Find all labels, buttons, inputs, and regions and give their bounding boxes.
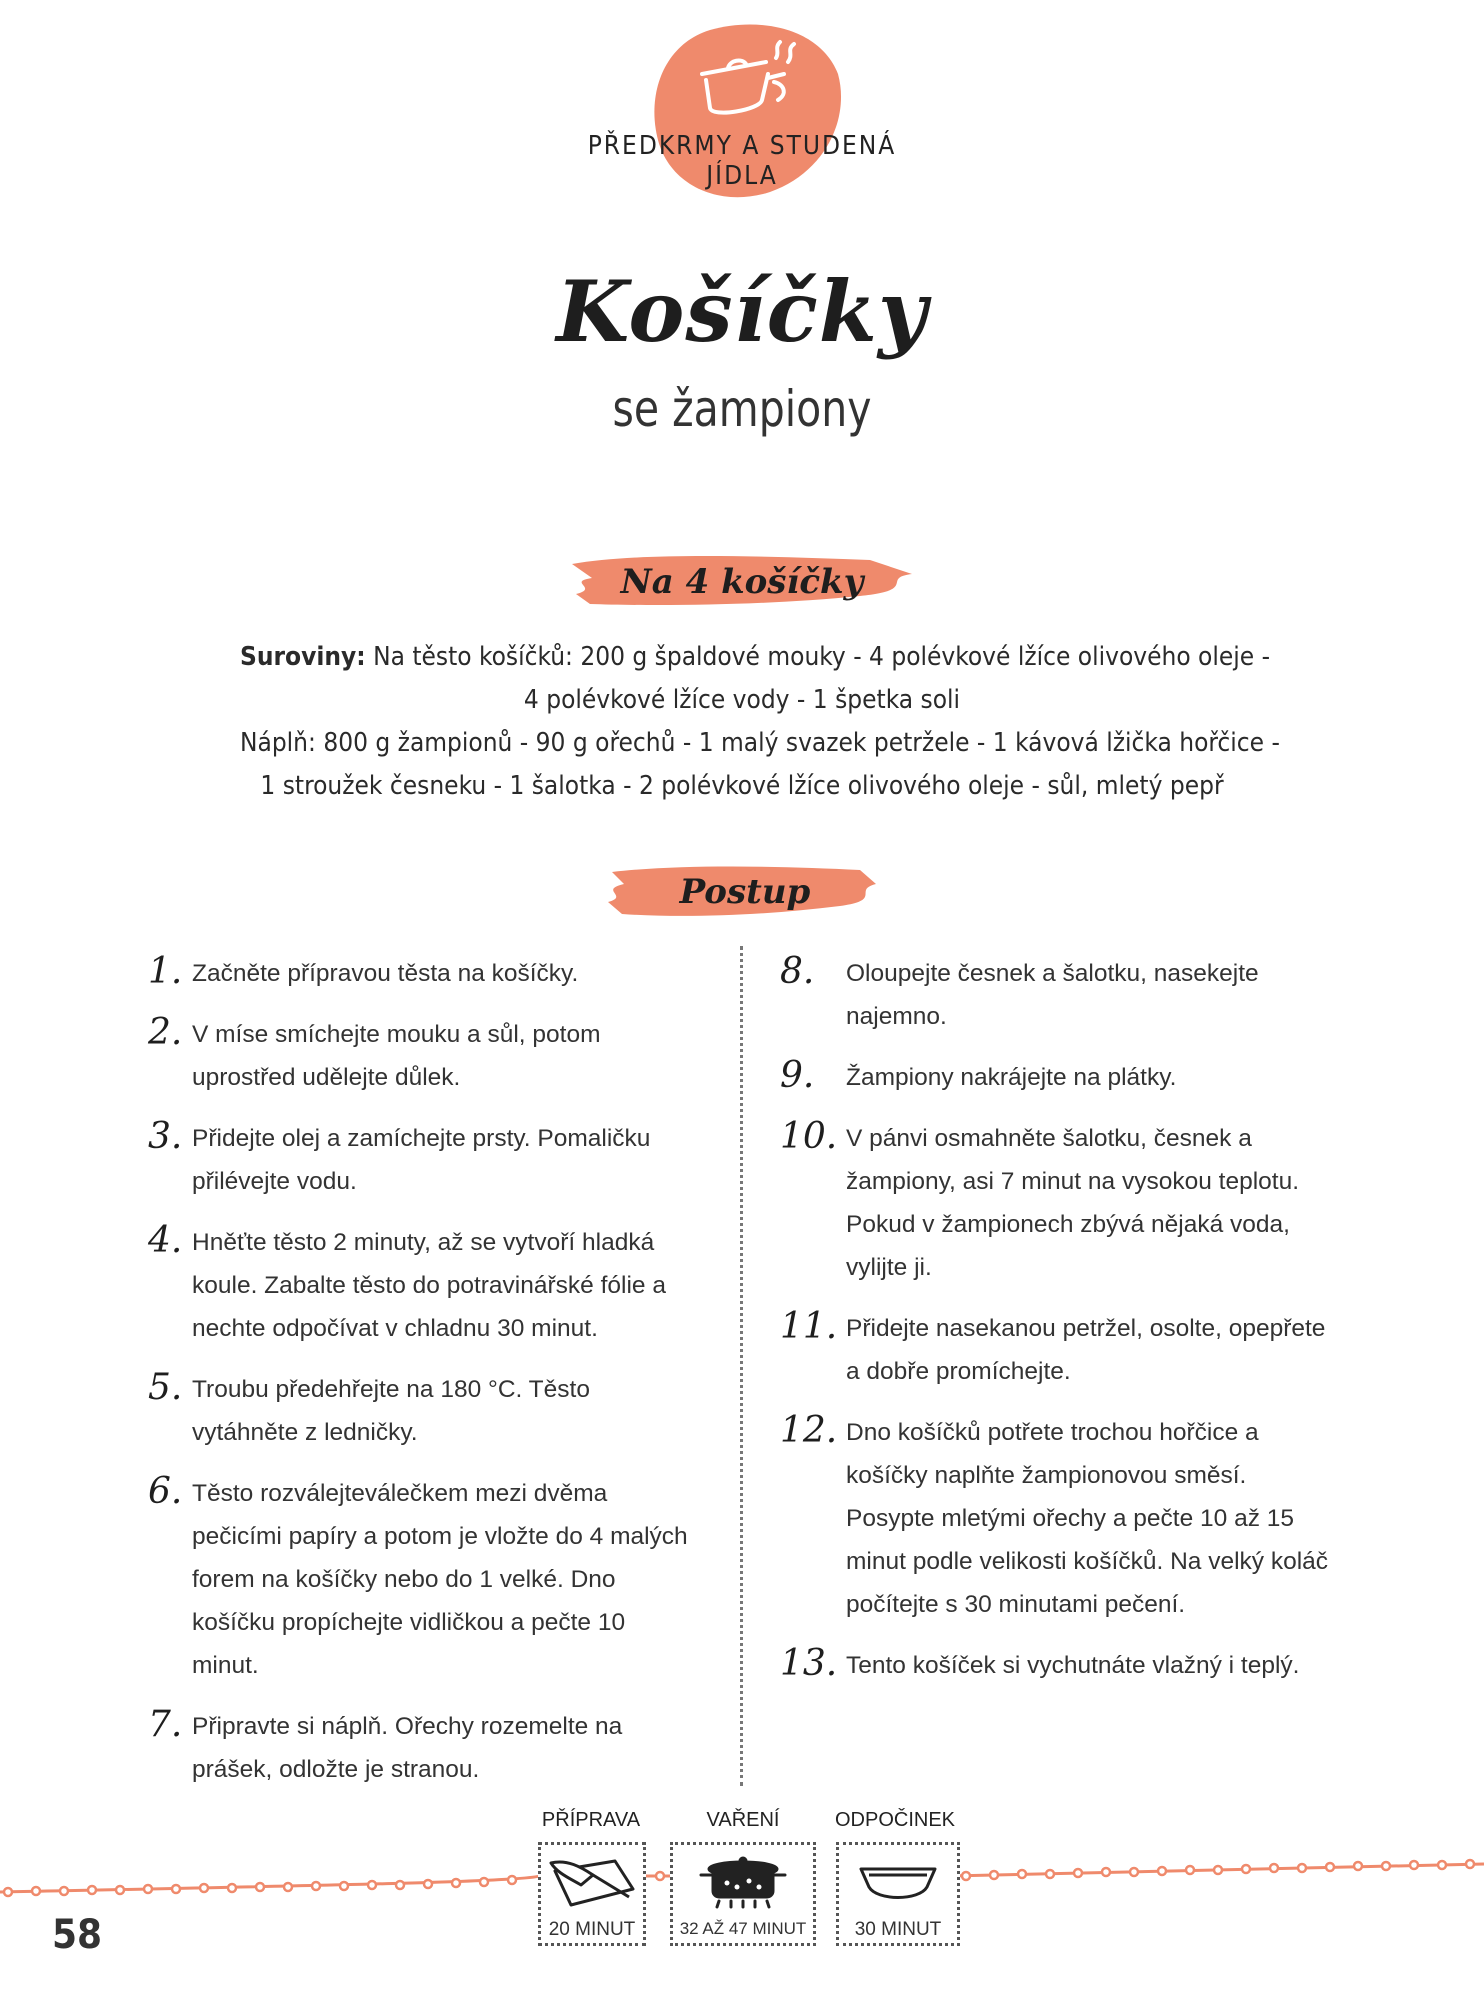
column-divider — [740, 946, 743, 1786]
servings-heading: Na 4 košíčky — [620, 562, 864, 602]
step-2: 2. V míse smíchejte mouku a sůl, potom uprostřed udělejte důlek. — [148, 1012, 601, 1091]
step-4: 4. Hněťte těsto 2 minuty, až se vytvoří hladká koule. Zabalte těsto do potravinářské fólie a nechte odpočívat v chladnu 30 minut. — [148, 1220, 666, 1342]
prep-box — [538, 1842, 646, 1946]
prep-time: 20 MINUT — [548, 1919, 636, 1940]
recipe-subtitle: se žampiony — [612, 380, 872, 438]
rest-label: ODPOČINEK — [834, 1809, 956, 1831]
step-10: 10. V pánvi osmahněte šalotku, česnek a žampiony, asi 7 minut na vysokou teplotu. Pokud v žampionech zbývá nějaká voda, vylijte ji. — [780, 1116, 1300, 1281]
step-13: 13. Tento košíček si vychutnáte vlažný i teplý. — [780, 1643, 1300, 1684]
step-12: 12. Dno košíčků potřete trochou hořčice a košíčky naplňte žampionovou směsí. Posypte mletými ořechy a pečte 10 až 15 minut podle velikosti košíčků. Na velký koláč počítejte s 30 minutami pečení. — [780, 1410, 1329, 1618]
rest-time: 30 MINUT — [854, 1919, 942, 1940]
rest-box — [836, 1842, 960, 1946]
step-5: 5. Troubu předehřejte na 180 °C. Těsto vytáhněte z ledničky. — [148, 1367, 590, 1446]
cutting-board-knife-icon — [541, 1845, 643, 1915]
step-1: 1. Začněte přípravou těsta na košíčky. — [148, 951, 579, 992]
step-11: 11. Přidejte nasekanou petržel, osolte, opepřete a dobře promíchejte. — [780, 1306, 1326, 1385]
steps-left-column — [148, 952, 688, 1809]
ingredients-label: Suroviny: — [240, 642, 366, 672]
category-label: PŘEDKRMY A STUDENÁ JÍDLA — [587, 131, 897, 191]
prep-label: PŘÍPRAVA — [541, 1809, 641, 1831]
ingredients-line-2: 4 polévkové lžíce vody - 1 špetka soli — [523, 685, 961, 715]
ingredients-block — [240, 636, 1280, 808]
step-6: 6. Těsto rozválejteválečkem mezi dvěma pečicími papíry a potom je vložte do 4 malých forem na košíčky nebo do 1 velké. Dno košíčku propíchejte vidličkou a pečte 10 minut. — [148, 1471, 688, 1679]
ingredients-line-4: 1 stroužek česneku - 1 šalotka - 2 polévkové lžíce olivového oleje - sůl, mletý pepř — [260, 771, 1224, 801]
steps-right-column — [780, 952, 1340, 1705]
ingredients-line-3: Náplň: 800 g žampionů - 90 g ořechů - 1 malý svazek petržele - 1 kávová lžička hořčice - — [240, 728, 1280, 758]
bowl-icon — [839, 1845, 957, 1915]
step-7: 7. Připravte si náplň. Ořechy rozemelte na prášek, odložte je stranou. — [148, 1704, 623, 1783]
method-heading: Postup — [679, 872, 811, 912]
ingredients-line-1: Suroviny: Na těsto košíčků: 200 g špaldové mouky - 4 polévkové lžíce olivového oleje - — [240, 642, 1271, 672]
recipe-title: Košíčky — [556, 262, 928, 361]
cook-label: VAŘENÍ — [706, 1809, 780, 1831]
cook-time: 32 AŽ 47 MINUT — [679, 1919, 807, 1938]
step-3: 3. Přidejte olej a zamíchejte prsty. Pomaličku přilévejte vodu. — [148, 1116, 651, 1195]
pot-on-stove-icon — [673, 1845, 813, 1915]
step-8: 8. Oloupejte česnek a šalotku, nasekejte najemno. — [780, 951, 1259, 1030]
step-9: 9. Žampiony nakrájejte na plátky. — [780, 1055, 1177, 1096]
cook-box — [670, 1842, 816, 1946]
page-number: 58 — [52, 1912, 103, 1958]
